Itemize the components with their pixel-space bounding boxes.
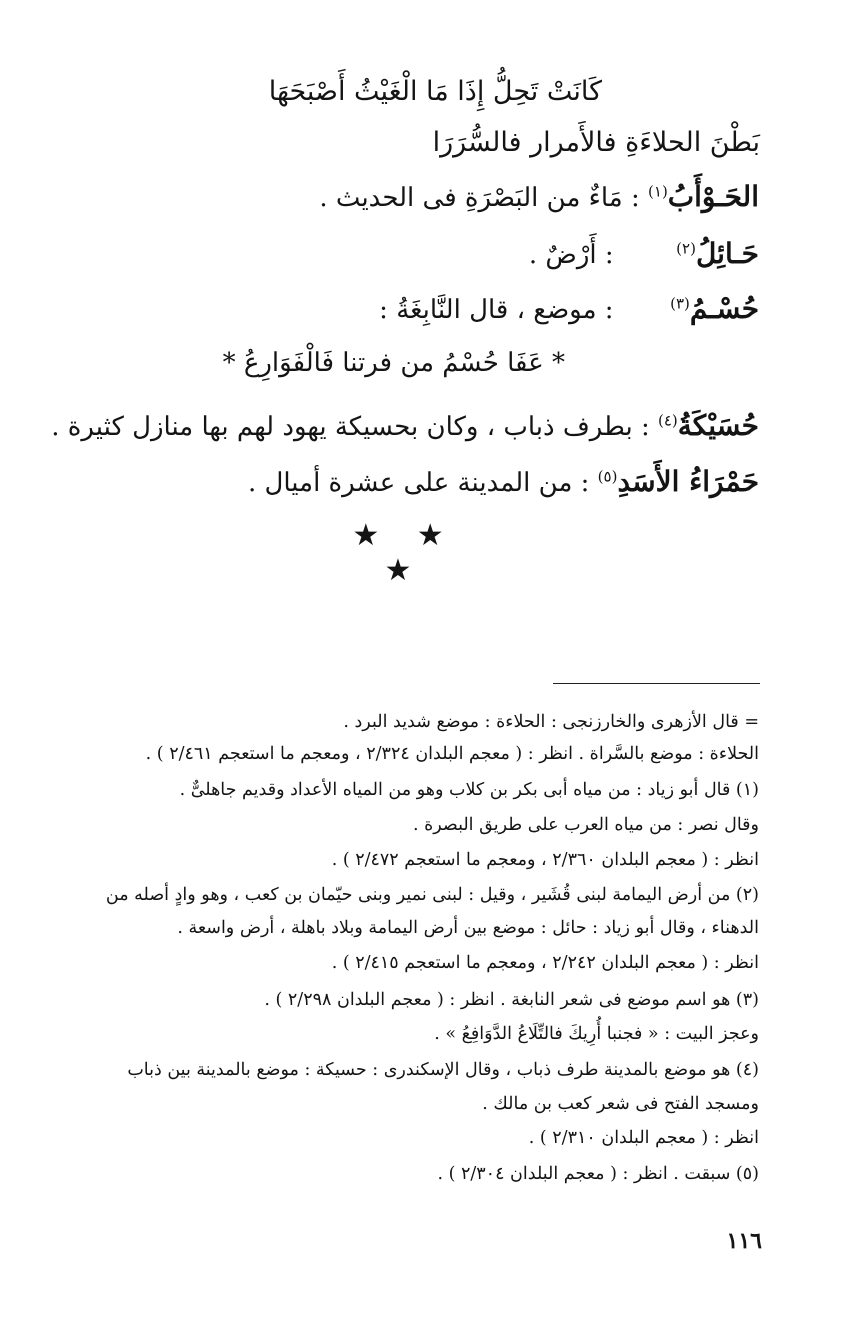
footnote-line: وعجز البيت : « فجنبا أُرِيكَ فالتِّلَاعُ الدَّوَافِعُ » .	[434, 1024, 759, 1044]
footnote-line: (٣) هو اسم موضع فى شعر النابغة . انظر : ( معجم البلدان ٢/٢٩٨ ) .	[264, 990, 759, 1010]
entry-head: حَمْرَاءُ الأَسَدِ	[617, 465, 759, 498]
entry-text: : أَرْضٌ .	[528, 240, 614, 270]
footnote-line: ومسجد الفتح فى شعر كعب بن مالك .	[482, 1094, 759, 1114]
entry-text: : مَاءٌ من البَصْرَةِ فى الحديث .	[319, 183, 640, 213]
entry-husm	[379, 292, 759, 325]
footnote-line: انظر : ( معجم البلدان ٢/٢٤٢ ، ومعجم ما استعجم ٢/٤١٥ ) .	[331, 953, 759, 973]
entry-husayka	[51, 409, 759, 442]
footnote-line: (١) قال أبو زياد : من مياه أبى بكر بن كلاب وهو من المياه الأعداد وقديم جاهلىٌّ .	[179, 780, 759, 800]
footnote-line: وقال نصر : من مياه العرب على طريق البصرة .	[412, 815, 759, 835]
footnote-line: انظر : ( معجم البلدان ٢/٣٦٠ ، ومعجم ما استعجم ٢/٤٧٢ ) .	[331, 850, 759, 870]
footnote-line: (٥) سبقت . انظر : ( معجم البلدان ٢/٣٠٤ ) .	[437, 1164, 759, 1184]
footnote-line: الحلاءة : موضع بالسَّراة . انظر : ( معجم البلدان ٢/٣٢٤ ، ومعجم ما استعجم ٢/٤٦١ ) .	[145, 744, 759, 764]
footnote-rule	[553, 683, 760, 684]
entry-text: : من المدينة على عشرة أميال .	[247, 468, 590, 498]
footnote-line: (٢) من أرض اليمامة لبنى قُشَير ، وقيل : لبنى نمير وبنى حيّمان بن كعب ، وهو وادٍ أصله من	[105, 885, 759, 905]
section-divider-stars: ★ ★ ★	[352, 518, 458, 588]
footnote-line: انظر : ( معجم البلدان ٢/٣١٠ ) .	[528, 1128, 759, 1148]
footnote-ref: (٢)	[676, 239, 696, 258]
footnote-ref: (٤)	[658, 411, 678, 430]
footnote-ref: (١)	[648, 182, 668, 201]
entry-head: حَـائِلُ	[695, 237, 759, 270]
footnote-ref: (٣)	[670, 294, 690, 313]
entry-text: : موضع ، قال النَّابِغَةُ :	[379, 295, 614, 325]
verse-line-1: كَانَتْ تَحِلُّ إِذَا مَا الْغَيْثُ أَصْبَحَهَا	[268, 76, 602, 107]
entry-hail	[529, 237, 759, 270]
poem-half-line: * عَفَا حُسْمُ من فرتنا فَالْفَوَارِعُ *	[222, 348, 565, 378]
entry-head: حُسَيْكَةُ	[677, 409, 759, 442]
verse-line-2: بَطْنَ الحلاءَةِ فالأَمرار فالسُّرَرَا	[432, 127, 760, 158]
entry-hamra-alasad	[248, 465, 759, 498]
entry-hawab	[319, 180, 759, 213]
page-number: ١١٦	[726, 1228, 762, 1254]
entry-text: : بطرف ذباب ، وكان بحسيكة يهود لهم بها منازل كثيرة .	[51, 412, 650, 442]
entry-head: الحَـوْأَبُ	[667, 180, 759, 213]
footnote-ref: (٥)	[597, 467, 618, 486]
footnote-line: = قال الأزهرى والخارزنجى : الحلاءة : موضع شديد البرد .	[343, 712, 759, 732]
footnote-line: (٤) هو موضع بالمدينة طرف ذباب ، وقال الإسكندرى : حسيكة : موضع بالمدينة بين ذباب	[127, 1060, 759, 1080]
entry-head: حُسْـمُ	[689, 292, 759, 325]
footnote-line: الدهناء ، وقال أبو زياد : حائل : موضع بين أرض اليمامة وبلاد باهلة ، أرض واسعة .	[177, 918, 759, 938]
